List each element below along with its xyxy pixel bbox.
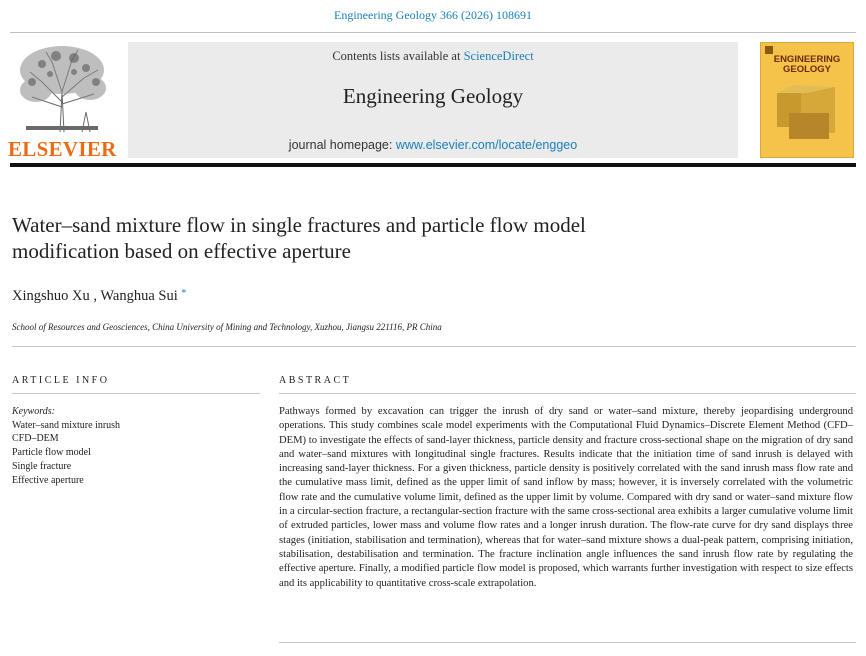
- masthead-divider: [10, 163, 856, 167]
- keyword-item: Single fracture: [12, 460, 72, 472]
- author-list: [12, 288, 186, 305]
- corresponding-author-mark[interactable]: *: [181, 288, 187, 299]
- elsevier-tree-icon: [12, 42, 112, 134]
- abstract-divider: [279, 393, 856, 394]
- cover-title-line2: GEOLOGY: [782, 64, 832, 75]
- keywords-block: [12, 405, 120, 487]
- elsevier-logo[interactable]: [8, 42, 120, 161]
- cover-publisher-mark: [765, 46, 773, 54]
- article-title-line1: Water–sand mixture flow in single fractures and particle flow model: [12, 213, 586, 237]
- author-affiliation: School of Resources and Geosciences, China University of Mining and Technology, Xuzhou, Jiangsu 221116, PR China: [12, 322, 442, 332]
- author-separator: ,: [89, 288, 101, 304]
- journal-homepage-line: [128, 138, 738, 152]
- affiliation-divider: [12, 346, 856, 347]
- keyword-item: Particle flow model: [12, 447, 91, 459]
- cover-title-line1: ENGINEERING: [773, 54, 841, 65]
- elsevier-wordmark: ELSEVIER: [8, 137, 117, 161]
- cover-artwork: [773, 83, 843, 143]
- homepage-prefix: journal homepage:: [288, 138, 396, 152]
- author-2[interactable]: Wanghua Sui: [100, 288, 178, 304]
- journal-cover-thumbnail[interactable]: [760, 42, 854, 158]
- article-title: [12, 212, 832, 264]
- article-title-line2: modification based on effective aperture: [12, 239, 351, 263]
- journal-homepage-link[interactable]: www.elsevier.com/locate/enggeo: [395, 138, 578, 152]
- top-divider: [10, 32, 856, 33]
- keywords-label: Keywords:: [12, 406, 55, 417]
- article-info-divider: [12, 393, 260, 394]
- keyword-item: Water–sand mixture inrush: [12, 419, 121, 431]
- abstract-text: Pathways formed by excavation can trigger the inrush of dry sand or water–sand mixture, thereby jeopardising underground operations. This study combines scale model experiments with the Computational Fluid Dynamics–Discrete Element Method (CFD–DEM) to investigate the effects of sand-layer thickness, particle density and fracture cross-sectional shape on the migration of dry sand and water–sand mixtures with longitudinal single fractures. Results indicate that the initiation time of sand inrush is delayed with increasing sand-layer thickness. For a given thickness, particle density is positively correlated with the sand inrush mass flow rate and the cumulative mass limit, defined as the upper limit of sand inflow by mass; however, it is inversely correlated with the volumetric flow rate and the cumulative volume limit, defined as the upper limit by volume. Compared with dry sand or water–sand mixture flow in a circular-section fracture, a rectangular-section fracture with the same cross-sectional area exhibits a larger cumulative volume limit of extruded particles, lower mass and volume flow rates and a longer inrush duration. The flow-rate curve for dry sand displays three stages (initiation, stabilisation and termination), whereas that for water–sand mixture shows a dual-peak pattern, comprising initiation, stabilisation, destabilisation and termination. The fracture inclination angle influences the sand inrush flow rate by regulating the effective aperture. Finally, a modified particle flow model is proposed, which warrants further investigation with respect to size effects and its applicability to quantitative cross-scale extrapolation.: [279, 406, 853, 589]
- author-1[interactable]: Xingshuo Xu: [12, 288, 90, 304]
- article-info-heading: ARTICLE INFO: [12, 375, 110, 386]
- contents-available-line: [128, 49, 738, 64]
- journal-citation[interactable]: Engineering Geology 366 (2026) 108691: [334, 8, 532, 22]
- sciencedirect-link[interactable]: ScienceDirect: [463, 49, 534, 63]
- abstract-end-divider: [279, 642, 856, 643]
- abstract-heading: ABSTRACT: [279, 375, 352, 386]
- contents-prefix: Contents lists available at: [332, 49, 464, 63]
- journal-masthead: [128, 42, 738, 158]
- keyword-item: CFD–DEM: [12, 433, 59, 445]
- keyword-item: Effective aperture: [12, 474, 84, 486]
- cover-title: [761, 55, 853, 75]
- journal-title: Engineering Geology: [342, 84, 524, 108]
